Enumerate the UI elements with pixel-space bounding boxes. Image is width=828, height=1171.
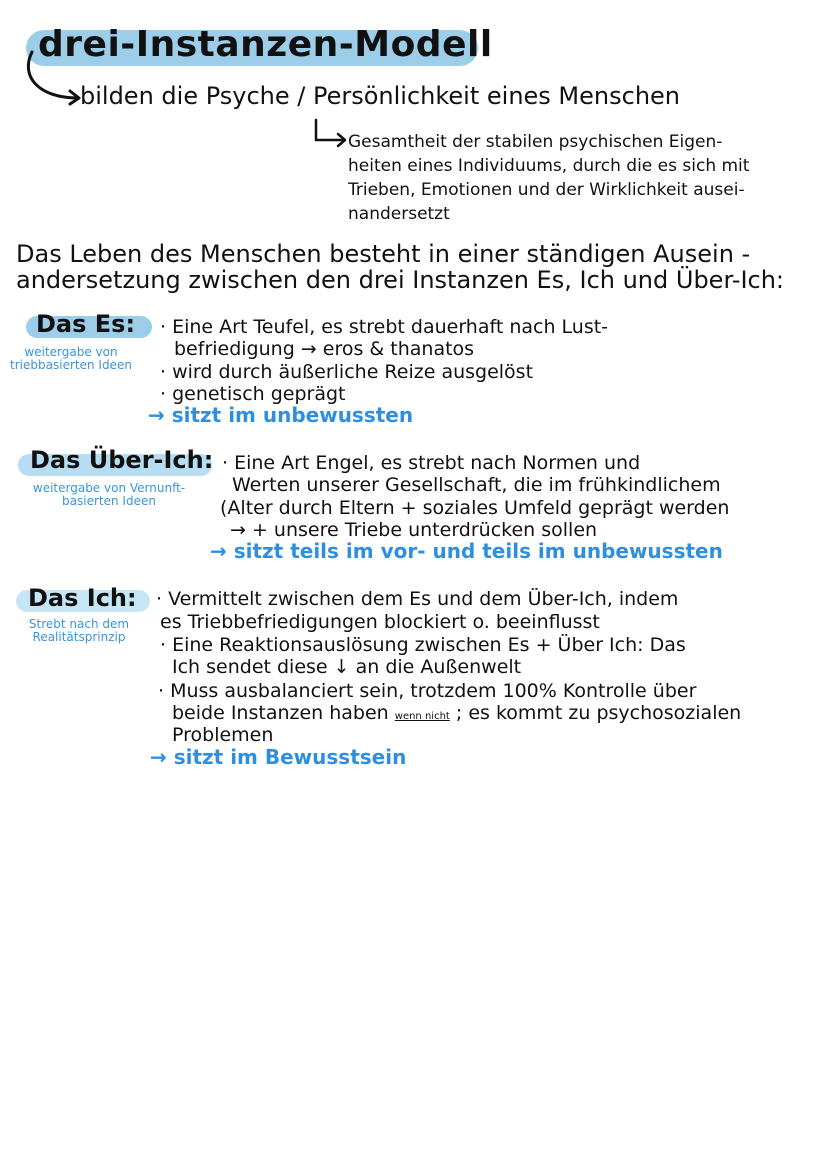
curved-arrow-icon (18, 46, 88, 106)
ich-line-6-note: wenn nicht (394, 711, 450, 722)
es-line-1: · Eine Art Teufel, es strebt dauerhaft nach Lust- (160, 316, 609, 338)
definition-line-1: Gesamtheit der stabilen psychischen Eigen- (348, 132, 723, 152)
ich-line-7: Problemen (172, 724, 274, 746)
ueber-ich-line-1: · Eine Art Engel, es strebt nach Normen und (222, 452, 641, 474)
ich-side-note-line-2: Realitätsprinzip (32, 630, 126, 644)
definition-line-4: nandersetzt (348, 204, 450, 224)
ich-line-1: · Vermittelt zwischen dem Es und dem Über-Ich, indem (156, 588, 679, 610)
es-line-2: befriedigung → eros & thanatos (174, 338, 475, 360)
es-line-4: · genetisch geprägt (160, 383, 346, 405)
ich-side-note (4, 618, 154, 644)
ich-location: → sitzt im Bewusstsein (150, 745, 407, 769)
ueber-ich-line-2: Werten unserer Gesellschaft, die im frühkindlichem (232, 474, 721, 496)
ueber-ich-label: Das Über-Ich: (30, 446, 214, 474)
ich-line-2: es Triebbefriedigungen blockiert o. beeinflusst (160, 611, 600, 633)
es-side-note-line-1: weitergabe von (24, 345, 118, 359)
ich-line-5: · Muss ausbalanciert sein, trotzdem 100% Kontrolle über (158, 680, 697, 702)
ueber-ich-line-3: (Alter durch Eltern + soziales Umfeld geprägt werden (220, 497, 730, 519)
es-label: Das Es: (36, 310, 136, 338)
es-line-3: · wird durch äußerliche Reize ausgelöst (160, 361, 534, 383)
definition-line-2: heiten eines Individuums, durch die es sich mit (348, 156, 750, 176)
corner-arrow-icon (312, 118, 352, 148)
ueber-ich-line-4: → + unsere Triebe unterdrücken sollen (230, 519, 598, 541)
es-side-note-line-2: triebbasierten Ideen (10, 358, 132, 372)
definition-line-3: Trieben, Emotionen und der Wirklichkeit ausei- (348, 180, 745, 200)
ueber-ich-side-note-line-2: basierten Ideen (62, 494, 156, 508)
ueber-ich-side-note-line-1: weitergabe von Vernunft- (32, 481, 186, 495)
ich-line-6-rest: ; es kommt zu psychosozialen (455, 702, 742, 724)
ueber-ich-side-note (4, 482, 214, 508)
page-title: drei-Instanzen-Modell (38, 24, 493, 65)
overview-line-2: andersetzung zwischen den drei Instanzen Es, Ich und Über-Ich: (16, 266, 785, 294)
ich-line-3: · Eine Reaktionsauslösung zwischen Es + Über Ich: Das (160, 634, 686, 656)
intro-line: bilden die Psyche / Persönlichkeit eines Menschen (80, 82, 680, 110)
ich-label: Das Ich: (28, 584, 137, 612)
ich-line-4: Ich sendet diese ↓ an die Außenwelt (172, 656, 522, 678)
ich-line-6-text: beide Instanzen haben (172, 702, 389, 724)
overview-line-1: Das Leben des Menschen besteht in einer ständigen Ausein - (16, 240, 751, 268)
es-side-note (8, 346, 134, 372)
ich-side-note-line-1: Strebt nach dem (28, 617, 130, 631)
es-location: → sitzt im unbewussten (148, 403, 414, 427)
ueber-ich-location: → sitzt teils im vor- und teils im unbewussten (210, 539, 723, 563)
